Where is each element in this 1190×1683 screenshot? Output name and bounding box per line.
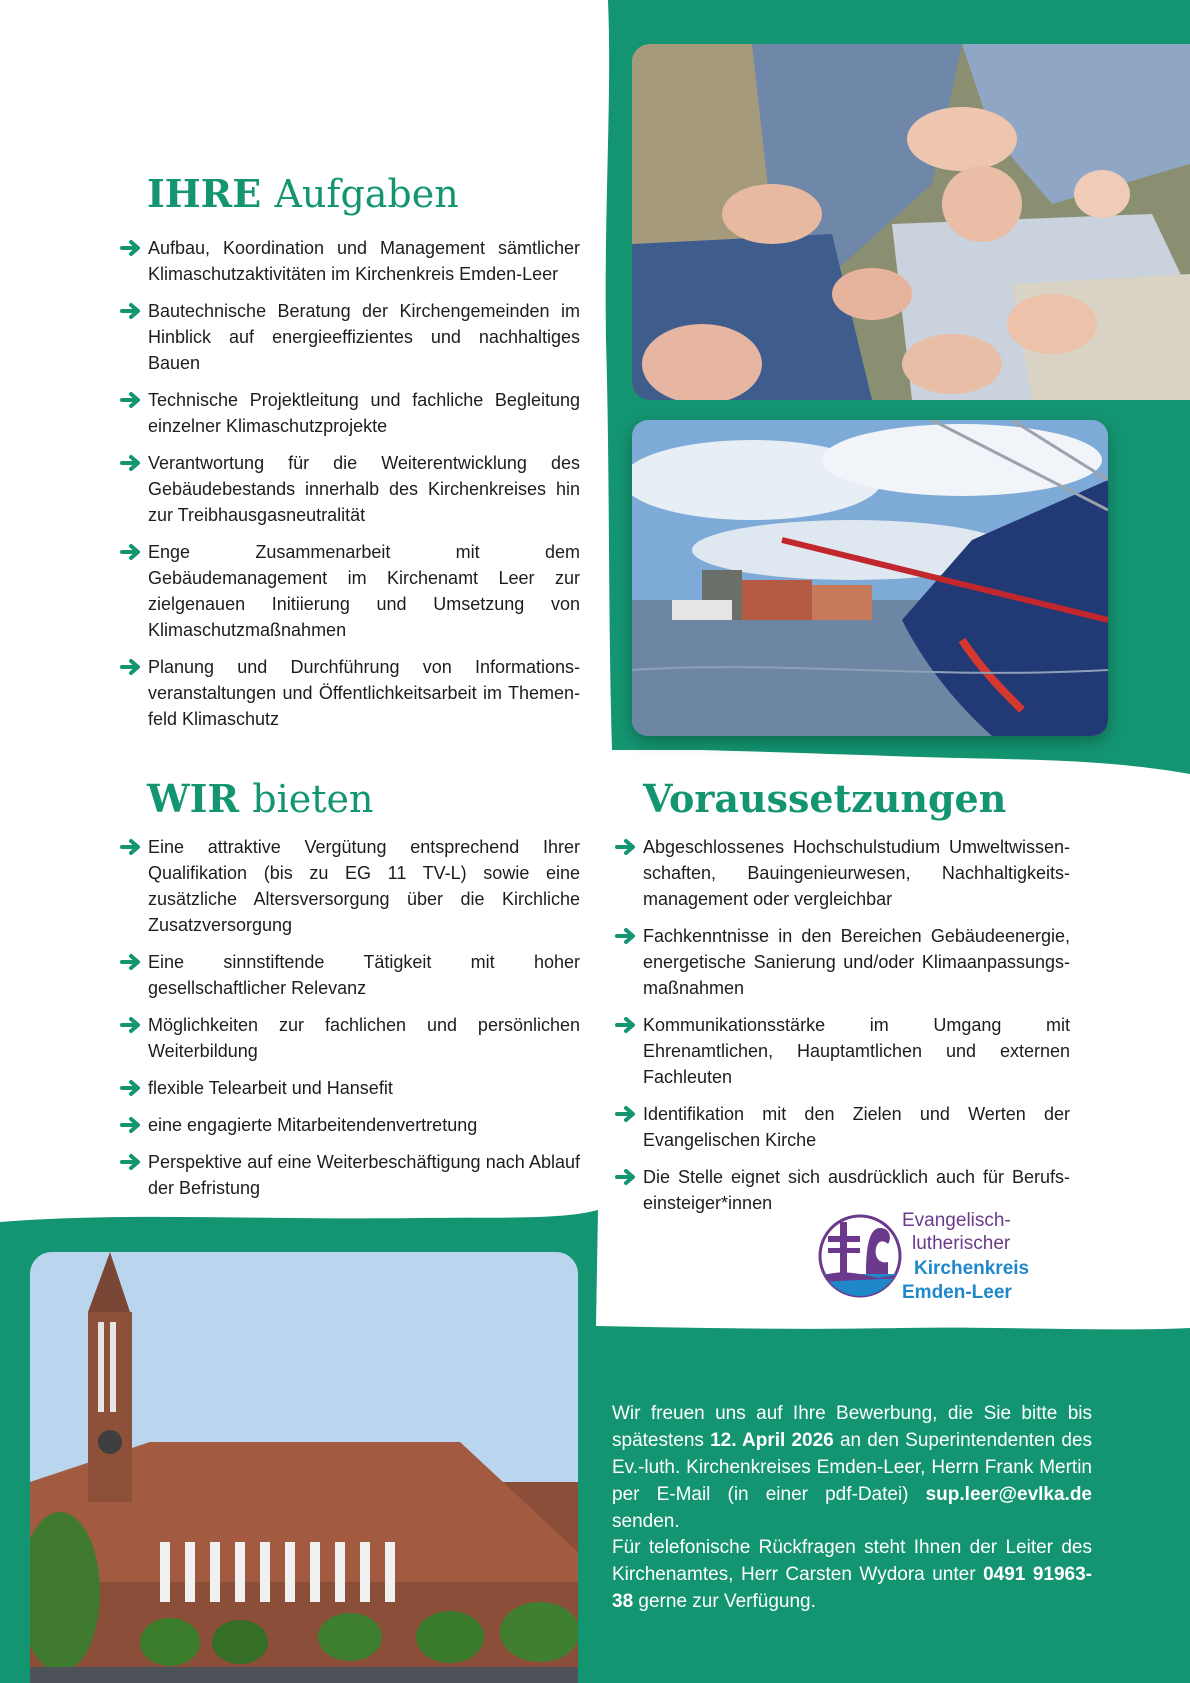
- list-item-text: Fachkenntnisse in den Bereichen Gebäudeenergie, energetische Sanierung und/oder Klimaanpassungs-maßnahmen: [643, 926, 1070, 998]
- church-swan-logo-icon: [818, 1214, 902, 1298]
- heading-ihre-aufgaben: [147, 172, 459, 216]
- arrow-right-icon: [120, 391, 142, 409]
- list-item: [615, 1012, 1070, 1090]
- list-item-text: Eine attraktive Vergütung entsprechend Ihrer Qualifikation (bis zu EG 11 TV-L) sowie eine zusätzliche Altersversorgung über die Kirchliche Zusatzversorgung: [148, 837, 580, 935]
- list-item: [120, 949, 580, 1001]
- list-item-text: Aufbau, Koordination und Management sämtlicher Klimaschutzaktivitäten im Kirchenkreis Emden-Leer: [148, 238, 580, 284]
- phone-number[interactable]: 0491 91963-38: [612, 1564, 1092, 1612]
- phone-instructions: [612, 1534, 1092, 1615]
- arrow-right-icon: [120, 302, 142, 320]
- list-item-text: Die Stelle eignet sich ausdrücklich auch für Berufs-einsteiger*innen: [643, 1167, 1070, 1213]
- list-item: [120, 1149, 580, 1201]
- arrow-right-icon: [120, 838, 142, 856]
- logo-line-4: Emden-Leer: [902, 1282, 1012, 1303]
- arrow-right-icon: [120, 1016, 142, 1034]
- list-item: [120, 235, 580, 287]
- list-item: [120, 1012, 580, 1064]
- list-item: [120, 1075, 580, 1101]
- list-item: [120, 834, 580, 938]
- list-item-text: Eine sinnstiftende Tätigkeit mit hoher gesellschaftlicher Relevanz: [148, 952, 580, 998]
- list-item: [615, 1101, 1070, 1153]
- list-item: [120, 387, 580, 439]
- list-item-text: Kommunikationsstärke im Umgang mit Ehrenamtlichen, Hauptamtlichen und externen Fachleuten: [643, 1015, 1070, 1087]
- heading-wir-bieten-strong: WIR: [147, 776, 240, 821]
- deadline-date: 12. April 2026: [710, 1430, 834, 1451]
- list-item: [120, 539, 580, 643]
- logo-line-3: Kirchenkreis: [914, 1258, 1030, 1279]
- list-item-text: Planung und Durchführung von Informations-veranstaltungen und Öffentlichkeitsarbeit im Themen-feld Klimaschutz: [148, 657, 580, 729]
- contact-text: an den Superintendenten des Ev.-luth. Kirchenkreises Emden-Leer, Herrn Frank Mertin per E-Mail (in einer pdf-Datei): [612, 1430, 1093, 1505]
- list-item-text: Identifikation mit den Zielen und Werten der Evangelischen Kirche: [643, 1104, 1070, 1150]
- contact-text: senden.: [612, 1511, 680, 1532]
- arrow-right-icon: [120, 454, 142, 472]
- arrow-right-icon: [615, 838, 637, 856]
- list-item-text: Bautechnische Beratung der Kirchengemeinden im Hinblick auf energieeffizientes und nachhaltiges Bauen: [148, 301, 580, 373]
- list-item-text: Perspektive auf eine Weiterbeschäftigung nach Ablauf der Befristung: [148, 1152, 580, 1198]
- arrow-right-icon: [615, 1168, 637, 1186]
- contact-text: gerne zur Verfügung.: [633, 1591, 816, 1612]
- list-item: [120, 654, 580, 732]
- list-item: [615, 923, 1070, 1001]
- logo-line-1: Evangelisch-: [902, 1210, 1011, 1231]
- list-wir-bieten: [120, 834, 580, 1201]
- arrow-right-icon: [120, 1153, 142, 1171]
- arrow-right-icon: [615, 1105, 637, 1123]
- list-item: [615, 834, 1070, 912]
- arrow-right-icon: [120, 658, 142, 676]
- heading-voraussetzungen: Voraussetzungen: [643, 776, 1007, 821]
- heading-ihre-aufgaben-rest: Aufgaben: [274, 172, 459, 216]
- application-instructions: [612, 1400, 1092, 1535]
- list-item: [120, 1112, 580, 1138]
- photo-hands-circle: [632, 44, 1190, 400]
- list-item-text: Enge Zusammenarbeit mit dem Gebäudemanagement im Kirchenamt Leer zur zielgenauen Initiierung und Umsetzung von Klimaschutzmaßnahmen: [148, 542, 580, 640]
- heading-wir-bieten: [147, 777, 373, 821]
- list-item-text: Technische Projektleitung und fachliche Begleitung einzelner Klimaschutzprojekte: [148, 390, 580, 436]
- heading-ihre-aufgaben-strong: IHRE: [147, 171, 262, 216]
- list-item-text: Abgeschlossenes Hochschulstudium Umweltwissen-schaften, Bauingenieurwesen, Nachhaltigkeits-management oder vergleichbar: [643, 837, 1070, 909]
- list-item-text: Verantwortung für die Weiterentwicklung des Gebäudebestands innerhalb des Kirchenkreises hin zur Treibhausgasneutralität: [148, 453, 580, 525]
- arrow-right-icon: [120, 239, 142, 257]
- arrow-right-icon: [615, 927, 637, 945]
- arrow-right-icon: [120, 1079, 142, 1097]
- photo-harbor-ship: [632, 420, 1108, 736]
- arrow-right-icon: [615, 1016, 637, 1034]
- arrow-right-icon: [120, 1116, 142, 1134]
- arrow-right-icon: [120, 953, 142, 971]
- email-link[interactable]: sup.leer@evlka.de: [925, 1484, 1092, 1505]
- list-item-text: Möglichkeiten zur fachlichen und persönlichen Weiterbildung: [148, 1015, 580, 1061]
- arrow-right-icon: [120, 543, 142, 561]
- list-item-text: flexible Telearbeit und Hansefit: [148, 1078, 393, 1098]
- photo-church-building: [30, 1252, 578, 1683]
- logo-line-2: lutherischer: [912, 1233, 1011, 1254]
- contact-text: Für telefonische Rückfragen steht Ihnen der Leiter des Kirchenamtes, Herr Carsten Wydora unter: [612, 1537, 1092, 1585]
- list-aufgaben: [120, 235, 580, 732]
- list-voraussetzungen: [615, 834, 1070, 1216]
- list-item-text: eine engagierte Mitarbeitendenvertretung: [148, 1115, 478, 1135]
- list-item: [120, 298, 580, 376]
- list-item: [120, 450, 580, 528]
- contact-text: Wir freuen uns auf Ihre Bewerbung, die Sie bitte bis spätestens: [612, 1403, 1092, 1451]
- kirchenkreis-logo: [818, 1206, 1078, 1306]
- heading-wir-bieten-rest: bieten: [252, 777, 374, 821]
